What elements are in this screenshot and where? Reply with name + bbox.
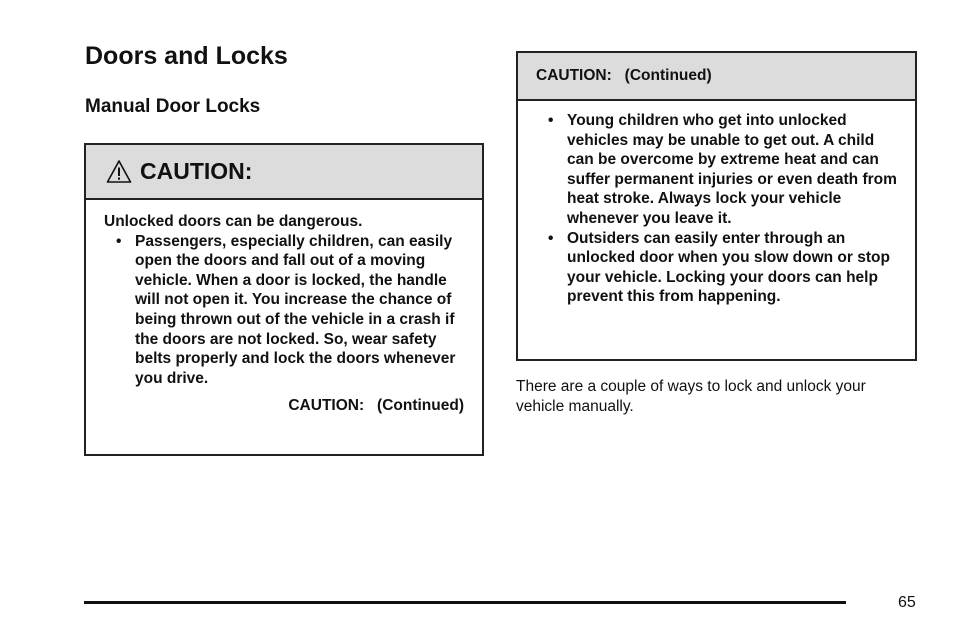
continued-header: CAUTION: (Continued) <box>518 53 915 101</box>
caution-intro: Unlocked doors can be dangerous. <box>104 213 363 230</box>
page-number: 65 <box>898 594 916 611</box>
body-paragraph: There are a couple of ways to lock and unlock your vehicle manually. <box>516 378 866 415</box>
page-title: Doors and Locks <box>85 42 288 70</box>
warning-triangle-icon <box>106 159 132 185</box>
bullet-text: Outsiders can easily enter through an unlocked door when you slow down or stop your vehicle. Locking your doors can help prevent this from happening. <box>567 229 890 306</box>
bullet-dot: • <box>548 229 554 247</box>
caution-label: CAUTION: <box>140 158 253 184</box>
caution-header <box>86 145 482 200</box>
bullet-dot: • <box>548 112 554 129</box>
continued-label: CAUTION: (Continued) <box>288 397 464 415</box>
bullet-text: Passengers, especially children, can easily open the doors and fall out of a moving vehicle. When a door is locked, the handle will not open it. You increase the chance of being thrown out of the vehicle in a crash if the doors are not locked. So, wear safety belts properly and lock the doors whenever you drive. <box>135 232 456 387</box>
caution-continued-box <box>516 51 917 361</box>
caution-body <box>86 200 482 416</box>
footer-rule <box>84 601 846 604</box>
bullet-text: Young children who get into unlocked vehicles may be unable to get out. A child can be overcome by extreme heat and can suffer permanent injuries or even death from heat stroke. Always lock your vehicle whenever you leave it. <box>567 112 897 227</box>
bullet-dot: • <box>116 232 122 250</box>
caution-box <box>84 143 484 456</box>
list-item <box>116 232 464 389</box>
list-item <box>548 229 897 307</box>
list-item <box>548 111 897 229</box>
section-subtitle: Manual Door Locks <box>85 96 261 117</box>
continued-body <box>518 101 915 307</box>
